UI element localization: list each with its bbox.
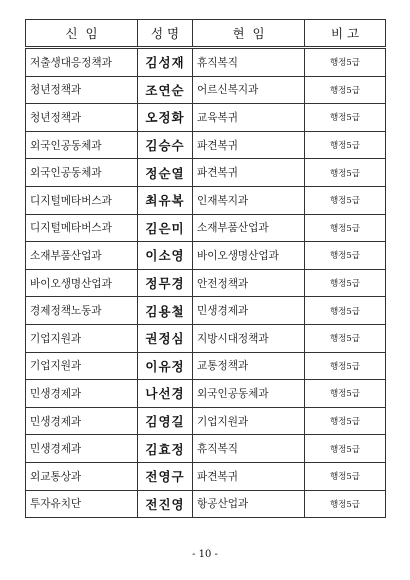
cell-current-post: 민생경제과 <box>193 297 305 325</box>
table-row <box>26 435 386 463</box>
cell-note: 행정5급 <box>305 324 386 352</box>
table-row <box>26 48 386 77</box>
cell-new-post: 외교통상과 <box>26 462 138 490</box>
cell-name: 김용철 <box>138 297 193 325</box>
cell-new-post: 민생경제과 <box>26 435 138 463</box>
cell-note: 행정5급 <box>305 214 386 242</box>
cell-name: 오정화 <box>138 104 193 132</box>
cell-name: 권정심 <box>138 324 193 352</box>
cell-name: 김은미 <box>138 214 193 242</box>
cell-new-post: 투자유치단 <box>26 490 138 518</box>
cell-note: 행정5급 <box>305 131 386 159</box>
cell-new-post: 외국인공동체과 <box>26 159 138 187</box>
cell-current-post: 파견복귀 <box>193 131 305 159</box>
table-row <box>26 186 386 214</box>
cell-current-post: 안전정책과 <box>193 269 305 297</box>
cell-name: 김성재 <box>138 48 193 77</box>
cell-name: 김영길 <box>138 407 193 435</box>
cell-new-post: 기업지원과 <box>26 324 138 352</box>
cell-name: 전영구 <box>138 462 193 490</box>
table-row <box>26 159 386 187</box>
cell-name: 이소영 <box>138 242 193 270</box>
cell-name: 이유정 <box>138 352 193 380</box>
cell-new-post: 민생경제과 <box>26 407 138 435</box>
cell-new-post: 디지털메타버스과 <box>26 186 138 214</box>
cell-note: 행정5급 <box>305 435 386 463</box>
cell-current-post: 파견복귀 <box>193 462 305 490</box>
page-number: - 10 - <box>192 549 218 560</box>
cell-current-post: 파견복귀 <box>193 159 305 187</box>
header-new-post: 신 임 <box>26 20 138 48</box>
table-row <box>26 104 386 132</box>
table-row <box>26 490 386 518</box>
cell-note: 행정5급 <box>305 186 386 214</box>
table-row <box>26 380 386 408</box>
cell-new-post: 저출생대응정책과 <box>26 48 138 77</box>
table-row <box>26 297 386 325</box>
cell-note: 행정5급 <box>305 407 386 435</box>
cell-new-post: 바이오생명산업과 <box>26 269 138 297</box>
cell-name: 최유복 <box>138 186 193 214</box>
cell-name: 조연순 <box>138 76 193 104</box>
cell-current-post: 휴직복직 <box>193 435 305 463</box>
cell-new-post: 경제정책노동과 <box>26 297 138 325</box>
table-row <box>26 214 386 242</box>
cell-new-post: 민생경제과 <box>26 380 138 408</box>
cell-new-post: 외국인공동체과 <box>26 131 138 159</box>
cell-note: 행정5급 <box>305 380 386 408</box>
cell-name: 정순열 <box>138 159 193 187</box>
cell-name: 전진영 <box>138 490 193 518</box>
table-row <box>26 462 386 490</box>
table-header-row <box>26 20 386 48</box>
cell-name: 김승수 <box>138 131 193 159</box>
cell-current-post: 교육복귀 <box>193 104 305 132</box>
cell-name: 정무경 <box>138 269 193 297</box>
table-row <box>26 407 386 435</box>
cell-current-post: 인재복지과 <box>193 186 305 214</box>
header-name: 성 명 <box>138 20 193 48</box>
table-row <box>26 352 386 380</box>
cell-note: 행정5급 <box>305 76 386 104</box>
cell-current-post: 휴직복직 <box>193 48 305 77</box>
table-row <box>26 76 386 104</box>
cell-current-post: 기업지원과 <box>193 407 305 435</box>
cell-new-post: 청년정책과 <box>26 104 138 132</box>
cell-note: 행정5급 <box>305 159 386 187</box>
cell-name: 김효정 <box>138 435 193 463</box>
cell-note: 행정5급 <box>305 490 386 518</box>
cell-current-post: 어르신복지과 <box>193 76 305 104</box>
cell-note: 행정5급 <box>305 104 386 132</box>
cell-current-post: 교통정책과 <box>193 352 305 380</box>
cell-current-post: 항공산업과 <box>193 490 305 518</box>
cell-new-post: 소재부품산업과 <box>26 242 138 270</box>
cell-current-post: 지방시대정책과 <box>193 324 305 352</box>
cell-note: 행정5급 <box>305 269 386 297</box>
cell-note: 행정5급 <box>305 462 386 490</box>
cell-note: 행정5급 <box>305 48 386 77</box>
table-row <box>26 131 386 159</box>
cell-name: 나선경 <box>138 380 193 408</box>
cell-note: 행정5급 <box>305 297 386 325</box>
cell-current-post: 소재부품산업과 <box>193 214 305 242</box>
cell-current-post: 외국인공동체과 <box>193 380 305 408</box>
cell-new-post: 청년정책과 <box>26 76 138 104</box>
personnel-table <box>25 19 386 518</box>
header-note: 비 고 <box>305 20 386 48</box>
header-current-post: 현 임 <box>193 20 305 48</box>
cell-note: 행정5급 <box>305 242 386 270</box>
cell-current-post: 바이오생명산업과 <box>193 242 305 270</box>
cell-new-post: 디지털메타버스과 <box>26 214 138 242</box>
table-row <box>26 242 386 270</box>
cell-new-post: 기업지원과 <box>26 352 138 380</box>
table-row <box>26 269 386 297</box>
cell-note: 행정5급 <box>305 352 386 380</box>
table-row <box>26 324 386 352</box>
